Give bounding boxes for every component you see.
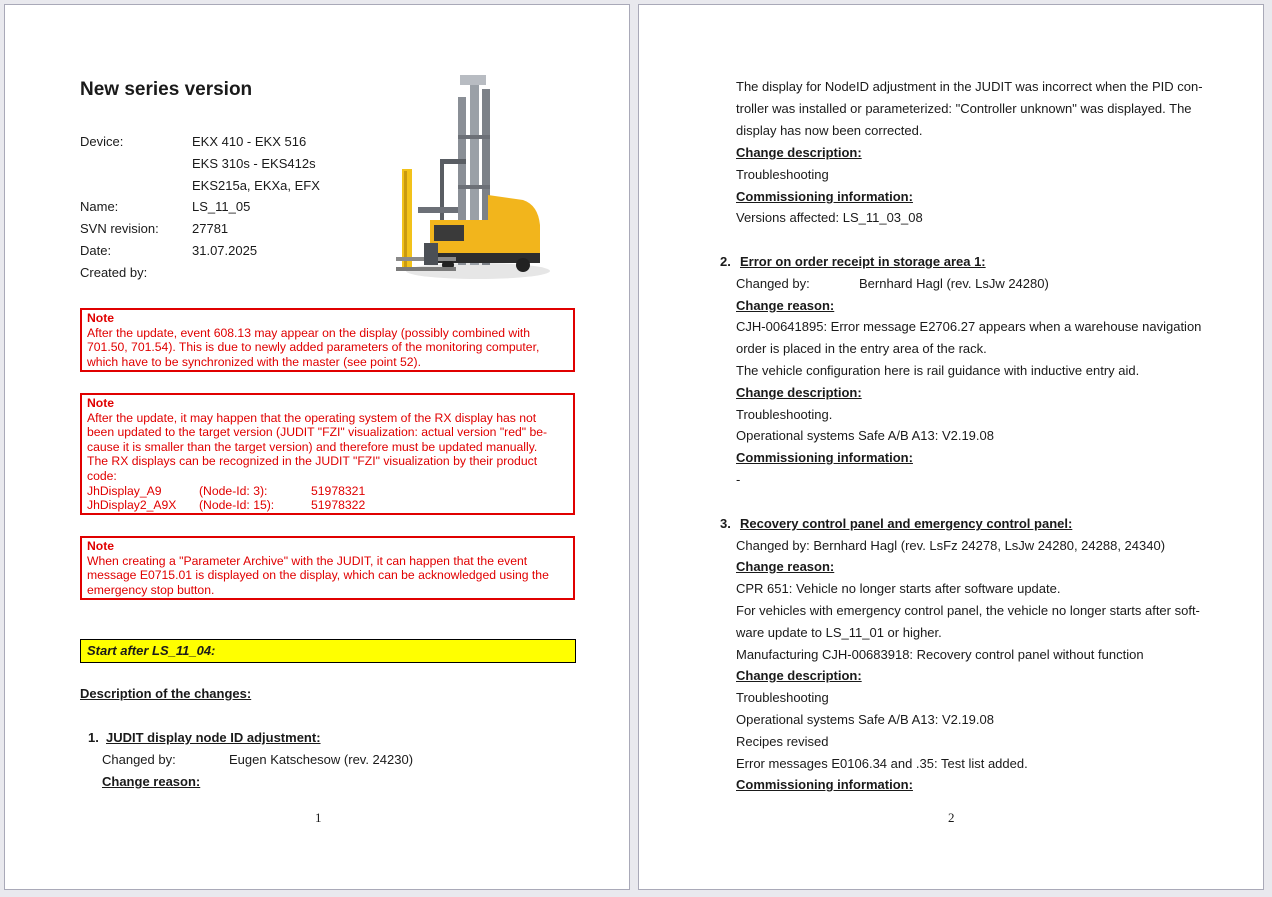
display-node: (Node-Id: 3): (199, 483, 268, 498)
note-heading: Note (87, 539, 115, 553)
reason-line: For vehicles with emergency control panel, the vehicle no longer starts after soft- (736, 603, 1200, 618)
changed-by-value: Bernhard Hagl (rev. LsJw 24280) (859, 276, 1049, 291)
page-number: 2 (948, 810, 955, 825)
svn-label: SVN revision: (80, 221, 159, 236)
note-line: which have to be synchronized with the master (see point 52). (87, 354, 421, 369)
intro-line: The display for NodeID adjustment in the JUDIT was incorrect when the PID con- (736, 79, 1203, 94)
commissioning-label: Commissioning information: (736, 777, 913, 792)
note-line: The RX displays can be recognized in the JUDIT "FZI" visualization by their product (87, 454, 538, 469)
document-page-1 (4, 4, 630, 890)
reason-line: CPR 651: Vehicle no longer starts after software update. (736, 581, 1061, 596)
note-box-1 (80, 308, 575, 372)
reason-line: ware update to LS_11_01 or higher. (736, 625, 942, 640)
intro-line: display has now been corrected. (736, 123, 923, 138)
display-code: 51978321 (311, 483, 366, 498)
note-line: 701.50, 701.54). This is due to newly added parameters of the monitoring computer, (87, 340, 540, 355)
date-label: Date: (80, 243, 112, 258)
note-heading: Note (87, 311, 115, 325)
note-line: code: (87, 468, 117, 483)
note-box-3 (80, 536, 575, 600)
description-line: Error messages E0106.34 and .35: Test list added. (736, 756, 1028, 771)
change-description-text: Troubleshooting (736, 167, 829, 182)
reason-line: order is placed in the entry area of the rack. (736, 341, 987, 356)
change-description-label: Change description: (736, 385, 862, 400)
description-line: Troubleshooting (736, 690, 829, 705)
display-row-2 (87, 498, 568, 513)
note-line: been updated to the target version (JUDIT "FZI" visualization: actual version "red" be- (87, 425, 548, 440)
note-line: After the update, it may happen that the operating system of the RX display has not (87, 410, 537, 425)
item-number: 2. (720, 254, 731, 269)
changed-by-label: Changed by: (736, 276, 810, 291)
created-by-label: Created by: (80, 265, 148, 280)
description-line: Operational systems Safe A/B A13: V2.19.08 (736, 428, 994, 443)
changed-by-value: Eugen Katschesow (rev. 24230) (229, 752, 414, 767)
forklift-image (388, 75, 553, 283)
reason-line: CJH-00641895: Error message E2706.27 appears when a warehouse navigation (736, 319, 1202, 334)
page-number: 1 (315, 810, 322, 825)
item-1-title: JUDIT display node ID adjustment: (106, 730, 321, 745)
commissioning-label: Commissioning information: (736, 450, 913, 465)
change-reason-label: Change reason: (736, 559, 835, 574)
note-box-2 (80, 393, 575, 515)
device-value-1: EKX 410 - EKX 516 (192, 134, 307, 149)
description-line: Troubleshooting. (736, 407, 833, 422)
description-line: Operational systems Safe A/B A13: V2.19.08 (736, 712, 994, 727)
device-label: Device: (80, 134, 124, 149)
page-title: New series version (80, 79, 253, 100)
item-number: 1. (88, 730, 99, 745)
note-line: message E0715.01 is displayed on the display, which can be acknowledged using the (87, 568, 549, 583)
date-value: 31.07.2025 (192, 243, 258, 258)
note-line: cause it is smaller than the target version) and therefore must be updated manually. (87, 439, 538, 454)
item-2-title: Error on order receipt in storage area 1: (740, 254, 986, 269)
display-name: JhDisplay2_A9X (87, 498, 177, 513)
item-3-title: Recovery control panel and emergency control panel: (740, 516, 1073, 531)
name-label: Name: (80, 199, 119, 214)
device-value-3: EKS215a, EKXa, EFX (192, 178, 320, 193)
name-value: LS_11_05 (192, 199, 251, 214)
document-page-2 (638, 4, 1264, 890)
changed-by-text: Changed by: Bernhard Hagl (rev. LsFz 24278, LsJw 24280, 24288, 24340) (736, 538, 1166, 553)
commissioning-text: Versions affected: LS_11_03_08 (736, 210, 923, 225)
display-row-1 (87, 484, 568, 499)
commissioning-label: Commissioning information: (736, 189, 913, 204)
reason-line: Manufacturing CJH-00683918: Recovery control panel without function (736, 647, 1144, 662)
note-line: After the update, event 608.13 may appear on the display (possibly combined with (87, 325, 531, 340)
note-heading: Note (87, 396, 115, 410)
note-line: When creating a "Parameter Archive" with the JUDIT, it can happen that the event (87, 553, 528, 568)
change-description-label: Change description: (736, 145, 862, 160)
item-number: 3. (720, 516, 731, 531)
start-after-banner: Start after LS_11_04: (80, 639, 576, 663)
description-line: Recipes revised (736, 734, 829, 749)
display-node: (Node-Id: 15): (199, 498, 275, 513)
changed-by-label: Changed by: (102, 752, 176, 767)
commissioning-text: - (736, 472, 741, 487)
intro-line: troller was installed or parameterized: "Controller unknown" was displayed. The (736, 101, 1192, 116)
changes-heading: Description of the changes: (80, 686, 252, 701)
reason-line: The vehicle configuration here is rail guidance with inductive entry aid. (736, 363, 1140, 378)
change-reason-label: Change reason: (102, 774, 201, 789)
display-code: 51978322 (311, 498, 366, 513)
change-reason-label: Change reason: (736, 298, 835, 313)
note-line: emergency stop button. (87, 582, 215, 597)
svn-value: 27781 (192, 221, 229, 236)
change-description-label: Change description: (736, 668, 862, 683)
display-name: JhDisplay_A9 (87, 483, 162, 498)
device-value-2: EKS 310s - EKS412s (192, 156, 316, 171)
